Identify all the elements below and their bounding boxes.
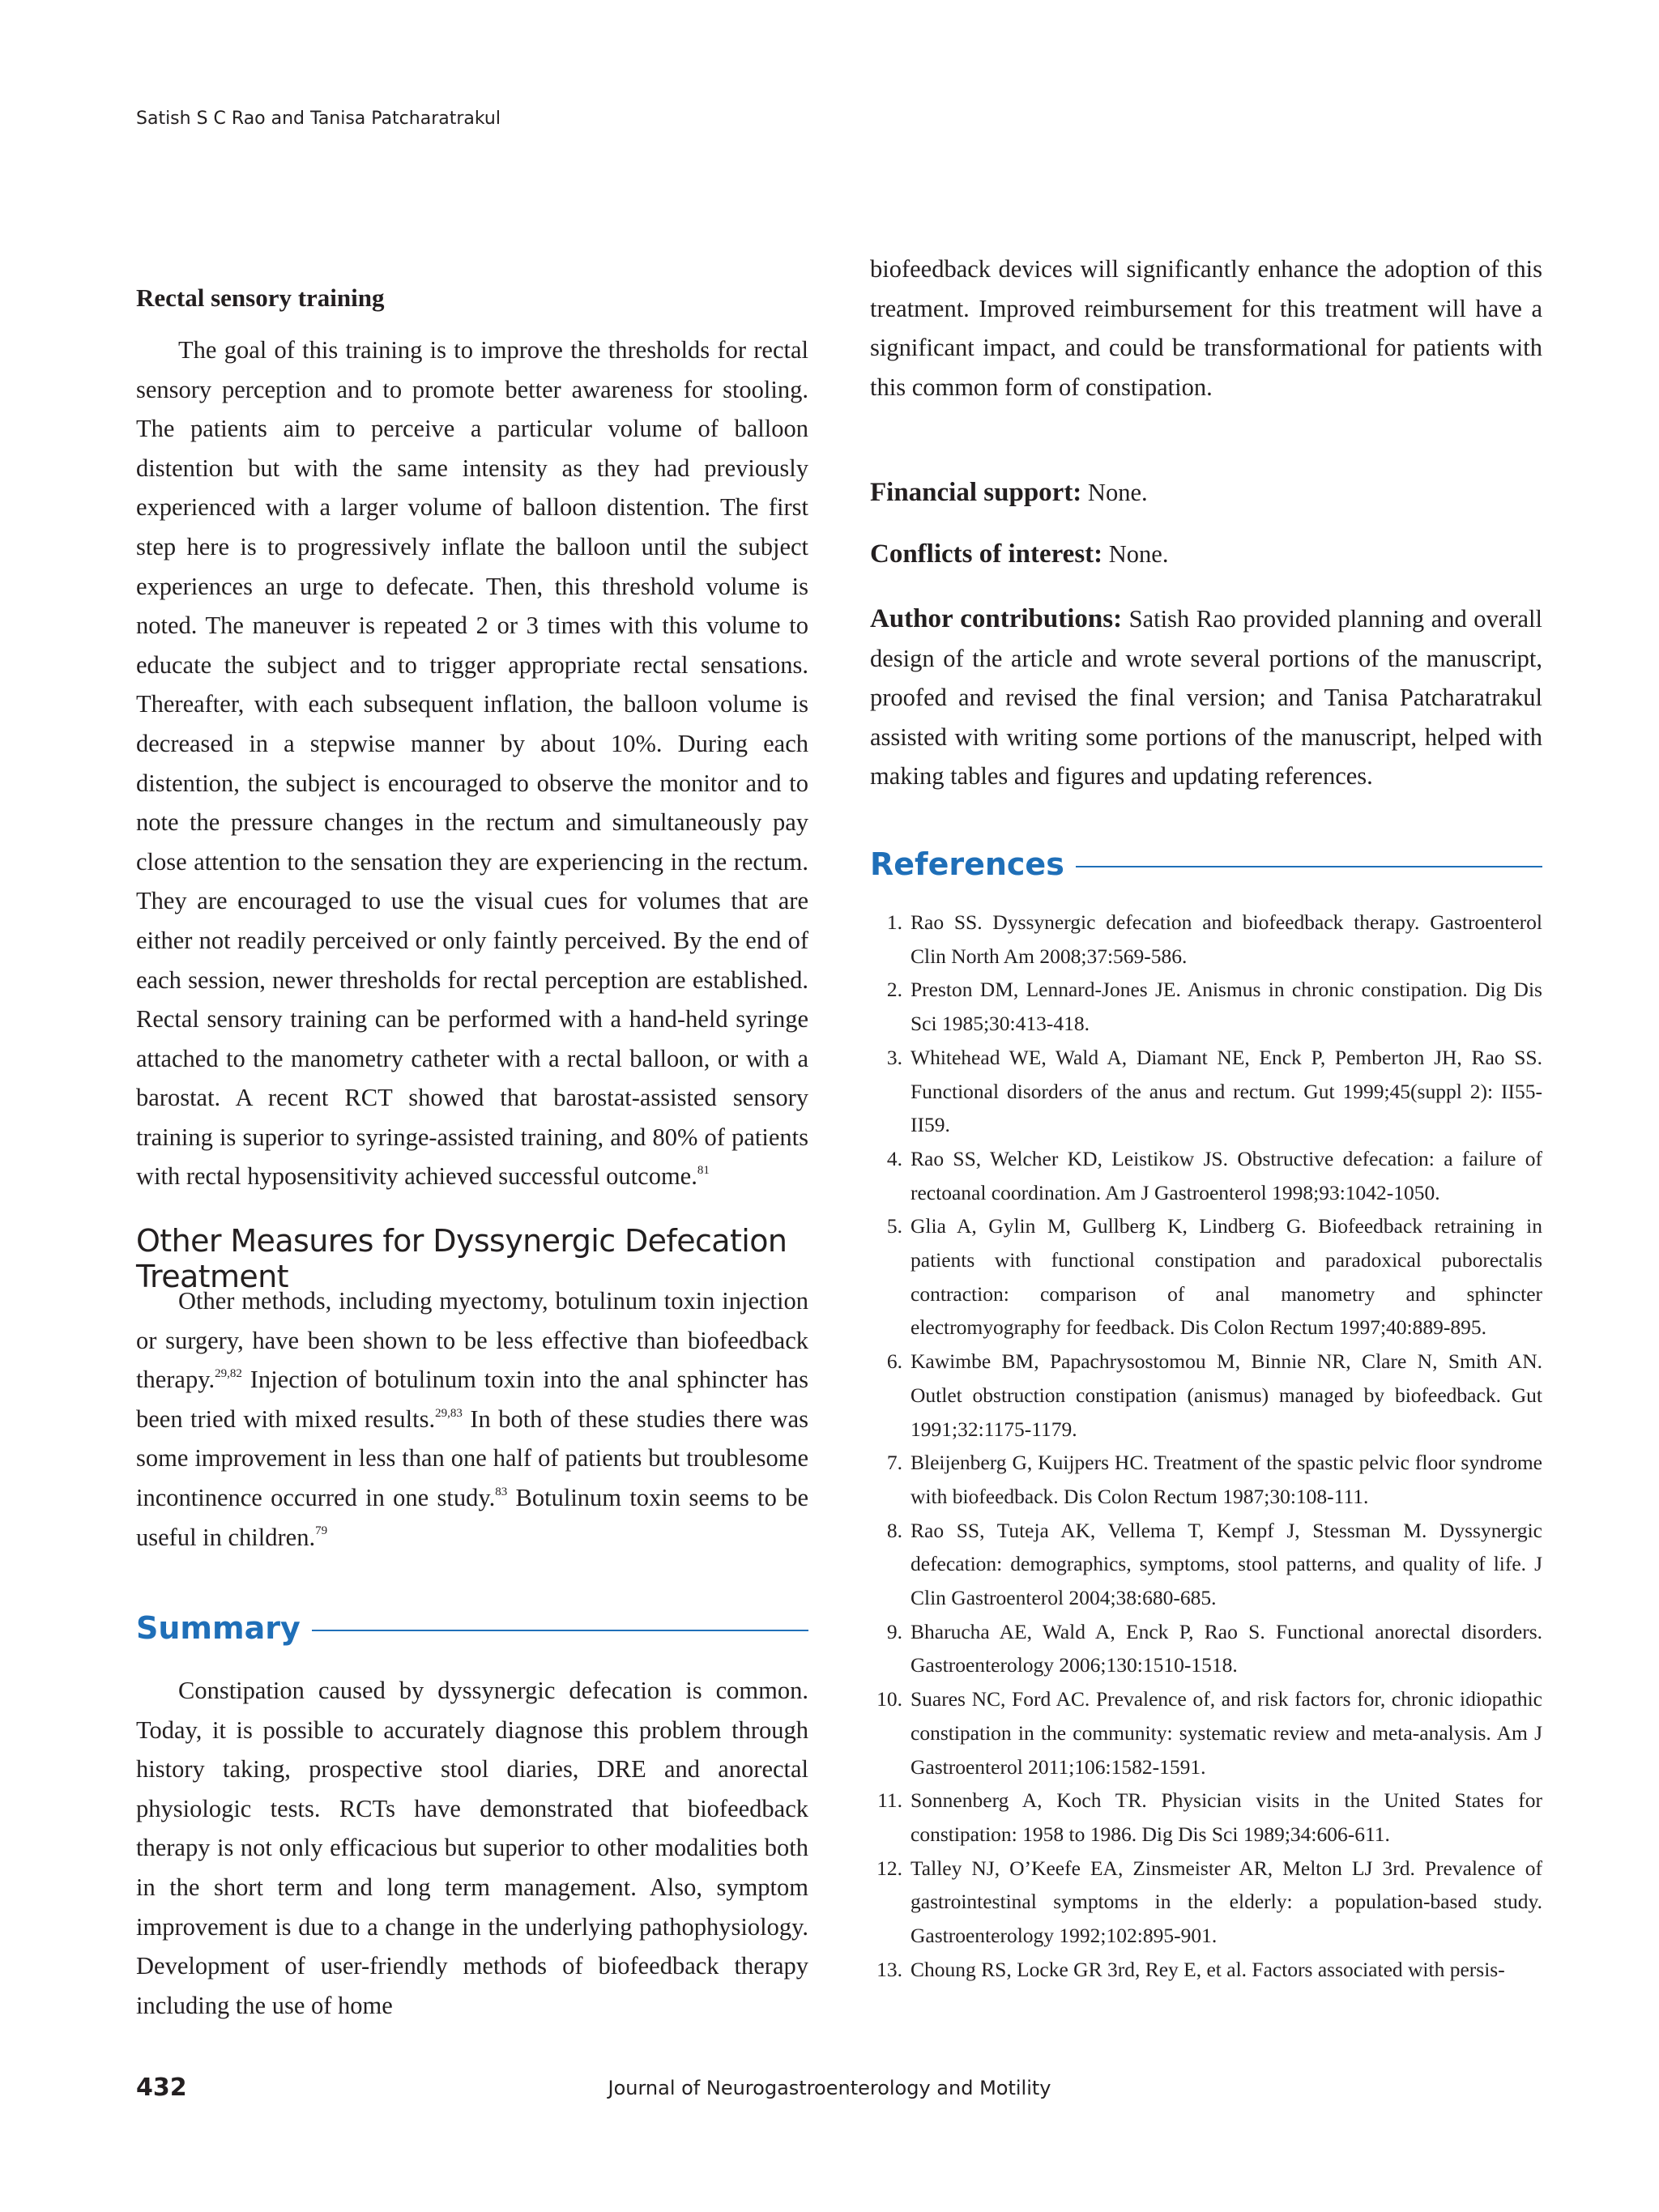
reference-text: Whitehead WE, Wald A, Diamant NE, Enck P, Pemberton JH, Rao SS. Functional disorders of the anus and rectum. Gut 1999;45(suppl 2): II55-II59. xyxy=(911,1045,1542,1137)
rectal-sensory-heading: Rectal sensory training xyxy=(136,283,385,312)
financial-support: Financial support: None. xyxy=(870,478,1148,507)
reference-number: 3. xyxy=(886,1045,902,1069)
other-measures-heading: Other Measures for Dyssynergic Defecation Treatment xyxy=(136,1223,787,1294)
citation: 79 xyxy=(315,1524,328,1538)
summary-heading: Summary xyxy=(136,1610,301,1646)
reference-item xyxy=(870,1345,1542,1446)
reference-item xyxy=(870,1784,1542,1851)
reference-text: Sonnenberg A, Koch TR. Physician visits in the United States for constipation: 1958 to 1986. Dig Dis Sci 1989;34:606-611. xyxy=(911,1788,1542,1846)
reference-text: Bharucha AE, Wald A, Enck P, Rao S. Functional anorectal disorders. Gastroenterology 2006;130:1510-1518. xyxy=(911,1619,1542,1677)
citation: 29,82 xyxy=(215,1367,242,1381)
financial-label: Financial support: xyxy=(870,478,1082,507)
reference-text: Glia A, Gylin M, Gullberg K, Lindberg G. Biofeedback retraining in patients with functional constipation and paradoxical puborectalis contraction: comparison of anal manometry and sphincter electromyography for feedback. Dis Colon Rectum 1997;40:889-895. xyxy=(911,1214,1542,1340)
reference-number: 6. xyxy=(886,1349,902,1374)
reference-number: 8. xyxy=(886,1518,902,1542)
reference-item xyxy=(870,906,1542,973)
reference-item xyxy=(870,1682,1542,1784)
reference-text: Preston DM, Lennard-Jones JE. Anismus in chronic constipation. Dig Dis Sci 1985;30:413-418. xyxy=(911,978,1542,1036)
citation: 29,83 xyxy=(435,1406,463,1420)
reference-text: Suares NC, Ford AC. Prevalence of, and risk factors for, chronic idiopathic constipation in the community: systematic review and meta-analysis. Am J Gastroenterol 2011;106:1582-1591. xyxy=(911,1687,1542,1779)
reference-text: Bleijenberg G, Kuijpers HC. Treatment of the spastic pelvic floor syndrome with biofeedback. Dis Colon Rectum 1987;30:108-111. xyxy=(911,1451,1542,1508)
reference-number: 2. xyxy=(886,978,902,1002)
reference-item xyxy=(870,1209,1542,1345)
reference-list xyxy=(870,906,1542,1987)
citation: 81 xyxy=(697,1164,710,1178)
reference-text: Kawimbe BM, Papachrysostomou M, Binnie NR, Clare N, Smith AN. Outlet obstruction constipation (anismus) managed by biofeedback. Gut 1991;32:1175-1179. xyxy=(911,1349,1542,1441)
other-measures-paragraph: Other methods, including myectomy, botulinum toxin injection or surgery, have been shown to be less effective than biofeedback therapy.$^{29,82}$ Injection of botulinum toxin into the anal sphincter has been tried with mixed results.$^{29,83}$ In both of these studies there was some improvement in less than one half of patients but troublesome incontinence occurred in one study.$^{83}$ Botulinum toxin seems to be useful in children.$^{79}$ xyxy=(136,1287,808,1551)
reference-text: Rao SS, Tuteja AK, Vellema T, Kempf J, Stessman M. Dyssynergic defecation: demographics, symptoms, stool patterns, and quality of life. J Clin Gastroenterol 2004;38:680-685. xyxy=(911,1518,1542,1610)
summary-paragraph: Constipation caused by dyssynergic defecation is common. Today, it is possible to accurately diagnose this problem through history taking, prospective stool diaries, DRE and anorectal physiologic tests. RCTs have demonstrated that biofeedback therapy is not only efficacious but superior to other modalities both in the short term and long term management. Also, symptom improvement is due to a change in the underlying pathophysiology. Development of user-friendly methods of biofeedback therapy including the use of home xyxy=(136,1677,808,2019)
rectal-sensory-paragraph: The goal of this training is to improve the thresholds for rectal sensory perception and to promote better awareness for stooling. The patients aim to perceive a particular volume of balloon distention but with the same intensity as they had previously experienced with a larger volume of balloon distention. The first step here is to progressively inflate the balloon until the subject experiences an urge to defecate. Then, this threshold volume is noted. The maneuver is repeated 2 or 3 times with this volume to educate the subject and to trigger appropriate rectal sensations. Thereafter, with each subsequent inflation, the balloon volume is decreased in a stepwise manner by about 10%. During each distention, the subject is encouraged to observe the monitor and to note the pressure changes in the rectum and simultaneously pay close attention to the sensation they are experiencing in the rectum. They are encouraged to use the visual cues for volumes that are either not readily perceived or only faintly perceived. By the end of each session, newer thresholds for rectal perception are established. Rectal sensory training can be performed with a hand-held syringe attached to the manometry catheter with a rectal balloon, or with a barostat. A recent RCT showed that barostat-assisted sensory training is superior to syringe-assisted training, and 80% of patients with rectal hyposensitivity achieved successful outcome.$^{81}$ xyxy=(136,336,808,1191)
reference-item xyxy=(870,1514,1542,1615)
reference-number: 11. xyxy=(877,1788,902,1813)
running-head: Satish S C Rao and Tanisa Patcharatrakul xyxy=(136,109,501,129)
author-contributions: Author contributions: Satish Rao provided planning and overall design of the article and wrote several portions of the manuscript, proofed and revised the final version; and Tanisa Patcharatrakul assisted with writing some portions of the manuscript, helped with making tables and figures and updating references. xyxy=(870,604,1542,791)
references-heading: References xyxy=(870,846,1064,882)
reference-item xyxy=(870,1953,1542,1987)
reference-text: Rao SS. Dyssynergic defecation and biofeedback therapy. Gastroenterol Clin North Am 2008;37:569-586. xyxy=(911,910,1542,968)
continued-paragraph: biofeedback devices will significantly enhance the adoption of this treatment. Improved reimbursement for this treatment will have a significant impact, and could be transformational for patients with this common form of constipation. xyxy=(870,255,1542,401)
reference-text: Talley NJ, O’Keefe EA, Zinsmeister AR, Melton LJ 3rd. Prevalence of gastrointestinal symptoms in the elderly: a population-based study. Gastroenterology 1992;102:895-901. xyxy=(911,1856,1542,1948)
reference-number: 10. xyxy=(876,1687,902,1711)
reference-item xyxy=(870,1852,1542,1953)
summary-heading-bar xyxy=(136,1608,808,1648)
conflicts-of-interest: Conflicts of interest: None. xyxy=(870,539,1169,569)
reference-text: Choung RS, Locke GR 3rd, Rey E, et al. Factors associated with persis- xyxy=(911,1957,1505,1981)
heading-rule xyxy=(312,1630,808,1631)
reference-number: 5. xyxy=(886,1214,902,1238)
reference-number: 13. xyxy=(876,1957,902,1981)
reference-item xyxy=(870,1615,1542,1682)
citation: 83 xyxy=(495,1485,508,1498)
reference-text: Rao SS, Welcher KD, Leistikow JS. Obstructive defecation: a failure of rectoanal coordination. Am J Gastroenterol 1998;93:1042-1050. xyxy=(911,1146,1542,1204)
reference-number: 9. xyxy=(886,1619,902,1643)
author-label: Author contributions: xyxy=(870,604,1123,633)
heading-rule xyxy=(1076,866,1542,867)
page-number: 432 xyxy=(136,2073,187,2102)
journal-name: Journal of Neurogastroenterology and Motility xyxy=(608,2077,1051,2099)
reference-number: 1. xyxy=(886,910,902,934)
reference-number: 4. xyxy=(886,1146,902,1170)
references-heading-bar xyxy=(870,844,1542,884)
conflicts-label: Conflicts of interest: xyxy=(870,539,1103,569)
reference-item xyxy=(870,1446,1542,1513)
reference-number: 12. xyxy=(876,1856,902,1880)
reference-item xyxy=(870,1142,1542,1209)
reference-number: 7. xyxy=(886,1451,902,1475)
reference-item xyxy=(870,1041,1542,1142)
reference-item xyxy=(870,973,1542,1040)
